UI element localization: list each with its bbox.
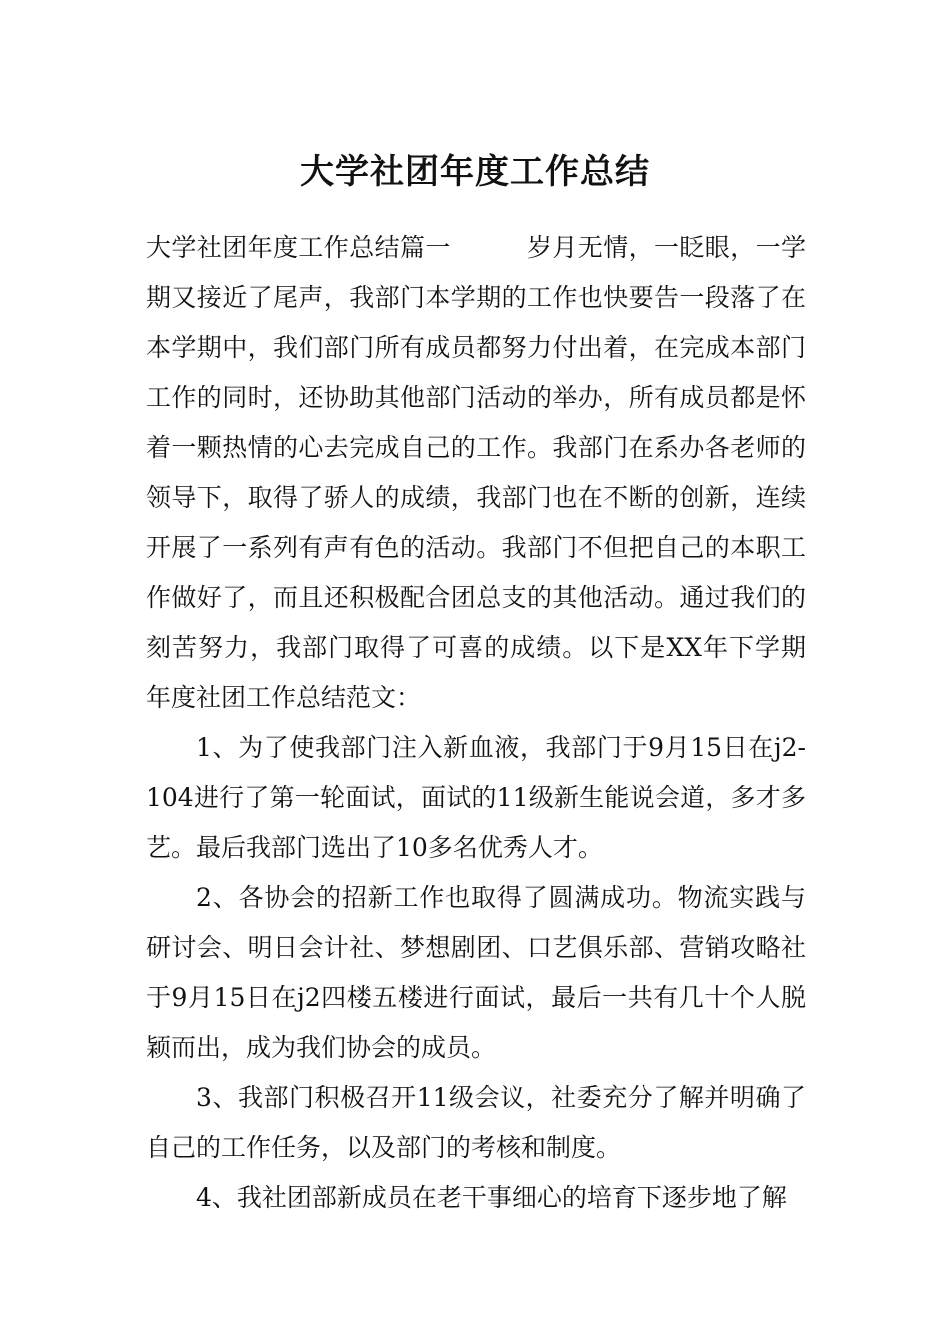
document-body: [146, 223, 806, 1223]
intro-paragraph: 大学社团年度工作总结篇一 岁月无情，一眨眼，一学期又接近了尾声，我部门本学期的工作也快要告一段落了在本学期中，我们部门所有成员都努力付出着，在完成本部门工作的同时，还协助其他部门活动的举办，所有成员都是怀着一颗热情的心去完成自己的工作。我部门在系办各老师的领导下，取得了骄人的成绩，我部门也在不断的创新，连续开展了一系列有声有色的活动。我部门不但把自己的本职工作做好了，而且还积极配合团总支的其他活动。通过我们的刻苦努力，我部门取得了可喜的成绩。以下是XX年下学期年度社团工作总结范文：: [146, 233, 806, 712]
document-title: 大学社团年度工作总结: [300, 151, 650, 192]
item-paragraph-1: 1、为了使我部门注入新血液，我部门于9月15日在j2-104进行了第一轮面试，面试的11级新生能说会道，多才多艺。最后我部门选出了10多名优秀人才。: [146, 733, 806, 862]
item-paragraph-3: 3、我部门积极召开11级会议，社委充分了解并明确了自己的工作任务，以及部门的考核和制度。: [146, 1083, 806, 1162]
item-paragraph-4: 4、我社团部新成员在老干事细心的培育下逐步地了解: [196, 1183, 787, 1212]
item-paragraph-2: 2、各协会的招新工作也取得了圆满成功。物流实践与研讨会、明日会计社、梦想剧团、口艺俱乐部、营销攻略社于9月15日在j2四楼五楼进行面试，最后一共有几十个人脱颖而出，成为我们协会的成员。: [146, 883, 806, 1062]
